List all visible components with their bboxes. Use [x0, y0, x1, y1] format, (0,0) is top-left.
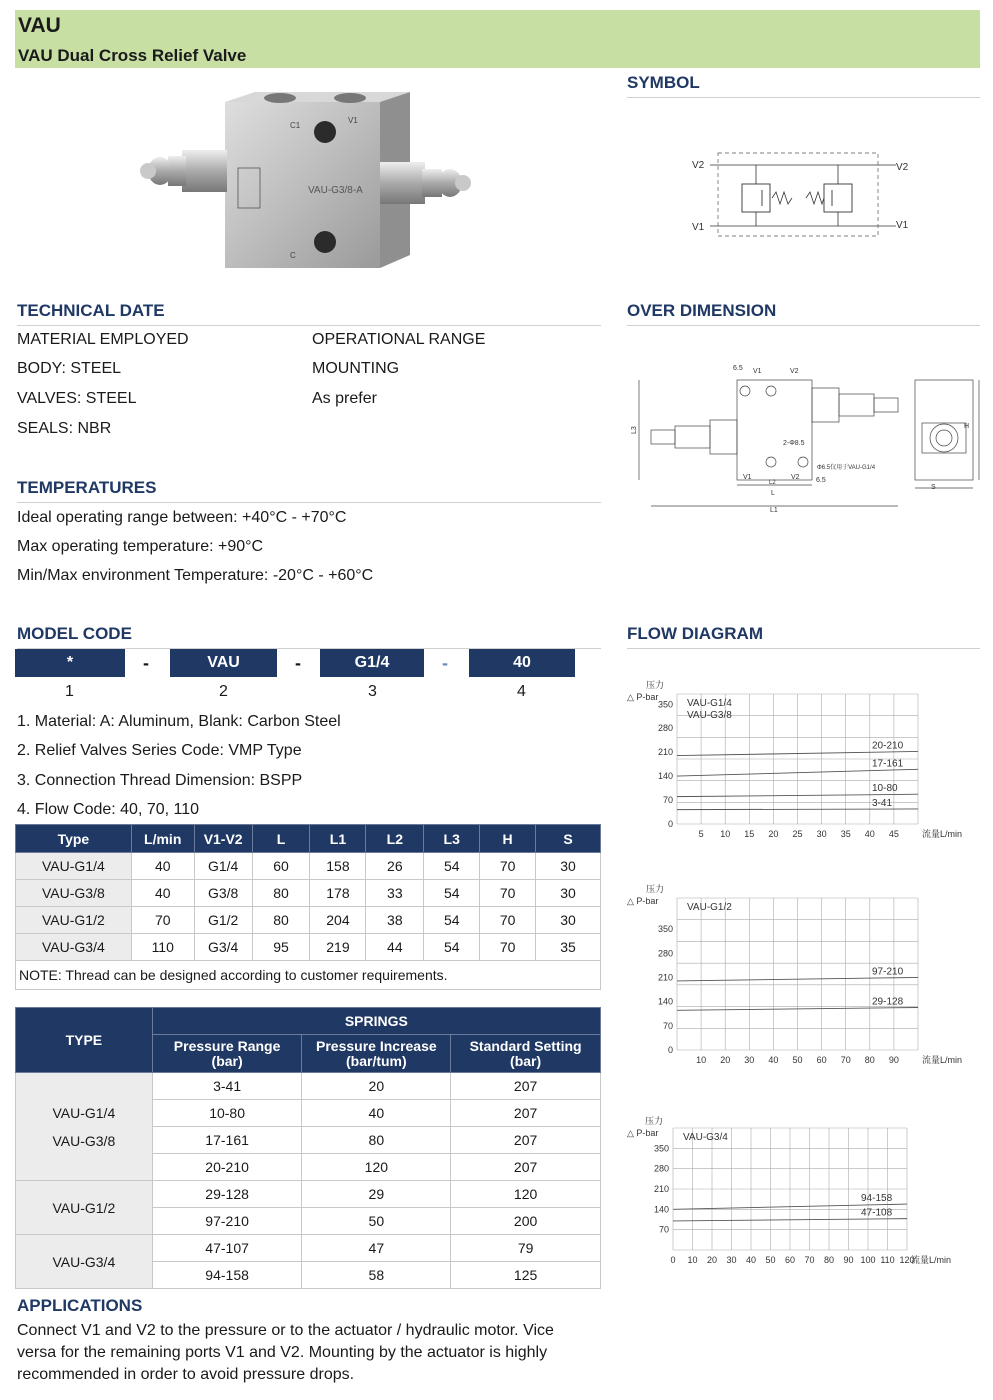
table-cell: 17-161: [152, 1127, 302, 1154]
x-tick-label: 30: [744, 1055, 755, 1065]
type-group-cell: VAU-G1/2: [16, 1181, 153, 1235]
y-tick-label: 0: [667, 1045, 673, 1055]
table-cell: 44: [366, 934, 424, 961]
y-tick-label: 140: [653, 1204, 669, 1215]
svg-text:L: L: [771, 490, 775, 497]
model-code-box-4: 40: [469, 649, 575, 677]
svg-text:L3: L3: [631, 426, 638, 434]
table-cell: 95: [252, 934, 310, 961]
table-cell: VAU-G3/8: [16, 880, 132, 907]
table-row: [16, 853, 601, 880]
svg-text:VAU-G3/8-A: VAU-G3/8-A: [308, 185, 363, 196]
table-cell: 158: [310, 853, 366, 880]
table-cell: 20: [302, 1073, 451, 1100]
product-code: VAU: [18, 14, 61, 37]
table-cell: 207: [451, 1100, 601, 1127]
table-cell: 29-128: [152, 1181, 302, 1208]
svg-text:C: C: [290, 251, 296, 260]
y-tick-label: 280: [653, 1163, 669, 1174]
applications-title: APPLICATIONS: [17, 1296, 143, 1315]
y-tick-label: 210: [657, 972, 673, 983]
svg-text:V1: V1: [348, 116, 358, 125]
type-label: VAU-G3/8: [52, 1132, 116, 1149]
table-cell: 30: [536, 907, 601, 934]
table-cell: 204: [310, 907, 366, 934]
header-unit: (bar): [510, 1052, 542, 1069]
col-header: L3: [424, 825, 480, 853]
y-tick-label: 210: [657, 747, 673, 758]
y-axis-label: △ P-bar: [627, 692, 659, 702]
x-tick-label: 30: [816, 829, 827, 839]
model-code-item-4: 4. Flow Code: 40, 70, 110: [17, 801, 200, 818]
col-header: L: [252, 825, 310, 853]
y-tick-label: 140: [657, 771, 673, 782]
standard-setting-header: [451, 1035, 601, 1073]
temperatures-title: TEMPERATURES: [17, 478, 157, 497]
header-unit: (bar/tum): [346, 1052, 407, 1069]
table-cell: G3/8: [194, 880, 252, 907]
symbol-title-rule: [627, 97, 980, 98]
x-tick-label: 25: [792, 829, 803, 839]
y-tick-label: 70: [658, 1224, 669, 1235]
table-cell: 120: [451, 1181, 601, 1208]
table-cell: 94-158: [152, 1262, 302, 1289]
series-line: [677, 809, 918, 810]
table-cell: 79: [451, 1235, 601, 1262]
table-cell: G1/4: [194, 853, 252, 880]
table-cell: 40: [302, 1100, 451, 1127]
tech-right-2: MOUNTING: [312, 360, 400, 377]
table-cell: 178: [310, 880, 366, 907]
model-code-item-3: 3. Connection Thread Dimension: BSPP: [17, 772, 303, 789]
dimension-table-header: [16, 825, 601, 853]
header-text: Standard Setting: [469, 1037, 582, 1054]
x-tick-label: 50: [765, 1255, 776, 1265]
x-axis-label: 流量L/min: [911, 1255, 952, 1265]
y-tick-label: 350: [653, 1143, 669, 1154]
table-row: [16, 1181, 601, 1208]
table-cell: 70: [480, 853, 536, 880]
springs-group-header: SPRINGS: [152, 1008, 600, 1035]
type-group-cell: [16, 1073, 153, 1181]
x-tick-label: 5: [698, 829, 704, 839]
table-cell: VAU-G1/4: [16, 853, 132, 880]
model-code-dash-3: -: [442, 653, 448, 673]
y-tick-label: 210: [653, 1184, 669, 1194]
tech-left-1: MATERIAL EMPLOYED: [17, 331, 189, 348]
model-code-box-3: G1/4: [320, 649, 424, 677]
table-cell: 30: [536, 853, 601, 880]
y-tick-label: 140: [657, 996, 673, 1007]
table-cell: 60: [252, 853, 310, 880]
table-cell: 80: [252, 880, 310, 907]
tech-left-4: SEALS: NBR: [17, 420, 112, 437]
header-bar: [15, 10, 980, 68]
x-tick-label: 60: [784, 1255, 796, 1265]
table-cell: 20-210: [152, 1154, 302, 1181]
x-tick-label: 70: [840, 1055, 851, 1065]
flow-diagram-title-rule: [627, 648, 980, 649]
springs-table: [15, 1007, 601, 1289]
y-tick-label: 70: [662, 795, 673, 806]
col-header: H: [480, 825, 536, 853]
dimension-table: [15, 824, 601, 990]
table-cell: 3-41: [152, 1073, 302, 1100]
table-row: [16, 1073, 601, 1100]
table-cell: VAU-G1/2: [16, 907, 132, 934]
model-code-item-2: 2. Relief Valves Series Code: VMP Type: [17, 742, 302, 759]
svg-text:2-Φ8.5: 2-Φ8.5: [783, 440, 805, 447]
x-tick-label: 35: [840, 829, 851, 839]
type-label: VAU-G1/4: [52, 1104, 116, 1121]
x-tick-label: 20: [706, 1255, 718, 1265]
y-tick-label: 70: [662, 1020, 673, 1031]
over-dimension-title: OVER DIMENSION: [627, 301, 777, 320]
svg-text:C1: C1: [290, 121, 301, 130]
x-tick-label: 10: [687, 1255, 698, 1265]
table-cell: 207: [451, 1073, 601, 1100]
svg-text:S: S: [931, 484, 936, 491]
x-tick-label: 20: [768, 829, 779, 839]
x-tick-label: 80: [823, 1255, 835, 1265]
x-tick-label: 90: [888, 1055, 899, 1065]
svg-text:H: H: [964, 423, 970, 430]
flow-chart-3: [625, 1114, 980, 1274]
x-tick-label: 45: [888, 829, 899, 839]
y-tick-label: 280: [657, 723, 673, 734]
table-cell: 80: [252, 907, 310, 934]
table-note: NOTE: Thread can be designed according to customer requirements.: [16, 961, 601, 990]
svg-text:V1: V1: [753, 368, 762, 375]
table-cell: 29: [302, 1181, 451, 1208]
table-cell: 54: [424, 853, 480, 880]
tech-left-3: VALVES: STEEL: [17, 390, 137, 407]
x-tick-label: 70: [804, 1255, 815, 1265]
x-tick-label: 20: [720, 1055, 731, 1065]
table-cell: 97-210: [152, 1208, 302, 1235]
table-cell: 30: [536, 880, 601, 907]
tech-right-1: OPERATIONAL RANGE: [312, 331, 486, 348]
x-tick-label: 50: [792, 1055, 803, 1065]
product-image: [130, 90, 480, 275]
col-header: L1: [310, 825, 366, 853]
table-cell: 38: [366, 907, 424, 934]
header-text: Pressure Increase: [316, 1037, 437, 1054]
svg-text:V2: V2: [896, 162, 909, 173]
x-tick-label: 15: [744, 829, 755, 839]
table-cell: 54: [424, 907, 480, 934]
table-cell: 120: [302, 1154, 451, 1181]
table-cell: 47-107: [152, 1235, 302, 1262]
table-row: [16, 1235, 601, 1262]
col-header: S: [536, 825, 601, 853]
table-cell: 207: [451, 1154, 601, 1181]
table-cell: G1/2: [194, 907, 252, 934]
table-cell: 35: [536, 934, 601, 961]
x-axis-label: 流量L/min: [922, 1055, 963, 1065]
temp-line-3: Min/Max environment Temperature: -20°C - +60°C: [17, 567, 374, 584]
y-tick-label: 280: [657, 948, 673, 959]
table-note-row: [16, 961, 601, 990]
hydraulic-symbol: [688, 150, 918, 240]
table-cell: 70: [131, 907, 194, 934]
svg-text:L1: L1: [770, 507, 778, 514]
svg-text:Φ6.5仅用于VAU-G1/4: Φ6.5仅用于VAU-G1/4: [817, 465, 876, 471]
col-header: Type: [16, 825, 132, 853]
model-code-num-1: 1: [65, 683, 74, 700]
table-cell: G3/4: [194, 934, 252, 961]
table-row: [16, 934, 601, 961]
svg-text:6.5: 6.5: [816, 477, 826, 484]
series-label: 10-80: [872, 783, 898, 795]
x-tick-label: 110: [880, 1255, 895, 1265]
table-cell: 219: [310, 934, 366, 961]
table-cell: 207: [451, 1127, 601, 1154]
svg-text:L2: L2: [769, 480, 776, 486]
table-cell: VAU-G3/4: [16, 934, 132, 961]
table-cell: 70: [480, 934, 536, 961]
x-tick-label: 100: [860, 1255, 876, 1265]
x-tick-label: 80: [864, 1055, 875, 1065]
type-header: TYPE: [16, 1008, 153, 1073]
model-code-title: MODEL CODE: [17, 624, 132, 643]
series-label: 3-41: [872, 797, 893, 809]
pressure-range-header: [152, 1035, 302, 1073]
model-code-item-1: 1. Material: A: Aluminum, Blank: Carbon Steel: [17, 713, 341, 730]
technical-title: TECHNICAL DATE: [17, 301, 165, 320]
y-axis-label-cn: 压力: [645, 1116, 664, 1126]
series-label: 97-210: [872, 966, 904, 978]
x-tick-label: 120: [899, 1255, 915, 1265]
flow-chart-1: [625, 678, 980, 848]
type-group-cell: VAU-G3/4: [16, 1235, 153, 1289]
chart-title: VAU-G3/8: [687, 710, 732, 721]
chart-title: VAU-G1/4: [687, 698, 732, 709]
table-cell: 26: [366, 853, 424, 880]
tech-right-3: As prefer: [312, 390, 377, 407]
tech-left-2: BODY: STEEL: [17, 360, 122, 377]
header-unit: (bar): [211, 1052, 243, 1069]
table-cell: 47: [302, 1235, 451, 1262]
chart-title: VAU-G3/4: [683, 1132, 728, 1143]
table-cell: 80: [302, 1127, 451, 1154]
product-title: VAU Dual Cross Relief Valve: [18, 46, 247, 65]
y-axis-label-cn: 压力: [646, 680, 665, 690]
table-cell: 125: [451, 1262, 601, 1289]
model-code-num-4: 4: [517, 683, 526, 700]
svg-text:V2: V2: [790, 368, 799, 375]
flow-chart-2: [625, 882, 980, 1072]
table-cell: 54: [424, 880, 480, 907]
table-cell: 70: [480, 880, 536, 907]
series-label: 17-161: [872, 758, 904, 770]
table-cell: 40: [131, 880, 194, 907]
dimension-drawing: [625, 358, 980, 518]
x-tick-label: 0: [670, 1255, 676, 1265]
over-dimension-title-rule: [627, 325, 980, 326]
y-tick-label: 350: [657, 699, 673, 710]
svg-text:V2: V2: [692, 160, 705, 171]
x-tick-label: 40: [745, 1255, 757, 1265]
x-axis-label: 流量L/min: [922, 829, 963, 839]
y-axis-label-cn: 压力: [646, 884, 665, 894]
x-tick-label: 60: [816, 1055, 827, 1065]
temp-line-1: Ideal operating range between: +40°C - +70°C: [17, 509, 347, 526]
svg-text:V1: V1: [692, 222, 705, 233]
x-tick-label: 10: [720, 829, 731, 839]
x-tick-label: 90: [843, 1255, 854, 1265]
table-cell: 50: [302, 1208, 451, 1235]
svg-text:V1: V1: [743, 474, 752, 481]
series-label: 47-108: [861, 1207, 893, 1219]
y-tick-label: 0: [667, 819, 673, 829]
col-header: L2: [366, 825, 424, 853]
col-header: L/min: [131, 825, 194, 853]
svg-text:6.5: 6.5: [733, 365, 743, 372]
header-text: Pressure Range: [173, 1037, 281, 1054]
y-axis-label: △ P-bar: [627, 896, 659, 906]
technical-title-rule: [17, 325, 601, 326]
model-code-box-2: VAU: [170, 649, 277, 677]
applications-text: Connect V1 and V2 to the pressure or to the actuator / hydraulic motor. Vice versa for the remaining ports V1 and V2. Mounting by the actuator is highly recommended in order to avoid pressure drops.: [17, 1322, 554, 1383]
model-code-dash-1: -: [143, 653, 149, 673]
svg-text:V1: V1: [896, 220, 909, 231]
table-row: [16, 907, 601, 934]
table-cell: 54: [424, 934, 480, 961]
y-axis-label: △ P-bar: [627, 1128, 659, 1138]
flow-diagram-title: FLOW DIAGRAM: [627, 624, 763, 643]
chart-title: VAU-G1/2: [687, 902, 732, 913]
series-label: 94-158: [861, 1193, 893, 1205]
temperatures-title-rule: [17, 502, 601, 503]
table-cell: 33: [366, 880, 424, 907]
model-code-num-2: 2: [219, 683, 228, 700]
col-header: V1-V2: [194, 825, 252, 853]
temp-line-2: Max operating temperature: +90°C: [17, 538, 264, 555]
pressure-increase-header: [302, 1035, 451, 1073]
table-cell: 40: [131, 853, 194, 880]
model-code-num-3: 3: [368, 683, 377, 700]
symbol-title: SYMBOL: [627, 73, 700, 92]
table-cell: 10-80: [152, 1100, 302, 1127]
table-cell: 70: [480, 907, 536, 934]
model-code-box-1: *: [15, 649, 125, 677]
y-tick-label: 350: [657, 924, 673, 935]
table-cell: 58: [302, 1262, 451, 1289]
table-cell: 110: [131, 934, 194, 961]
x-tick-label: 40: [864, 829, 875, 839]
table-row: [16, 880, 601, 907]
x-tick-label: 10: [696, 1055, 707, 1065]
series-label: 20-210: [872, 740, 904, 752]
model-code-dash-2: -: [295, 653, 301, 673]
series-label: 29-128: [872, 996, 904, 1008]
x-tick-label: 30: [726, 1255, 737, 1265]
svg-text:V2: V2: [791, 474, 800, 481]
table-cell: 200: [451, 1208, 601, 1235]
x-tick-label: 40: [768, 1055, 779, 1065]
springs-header-row-1: [16, 1008, 601, 1035]
